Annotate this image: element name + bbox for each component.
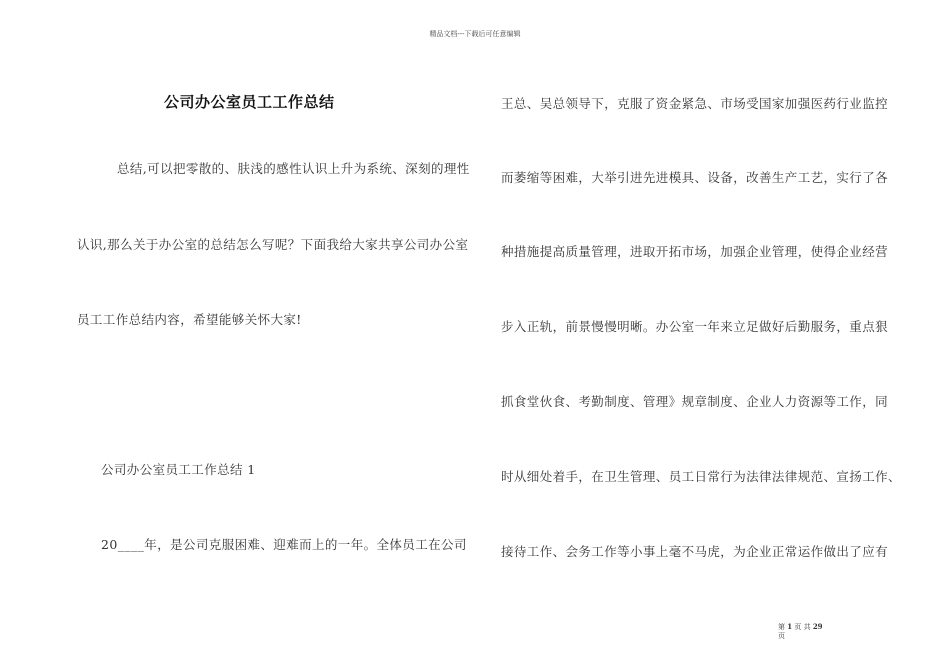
page-mid: 页 共 bbox=[794, 623, 811, 631]
page-total: 29 bbox=[812, 622, 823, 631]
page-number bbox=[778, 622, 823, 641]
page-suffix: 页 bbox=[778, 632, 785, 640]
right-line-5: 抓食堂伙食、考勤制度、管理》规章制度、企业人力资源等工作，同 bbox=[501, 394, 889, 409]
page-prefix: 第 bbox=[778, 623, 785, 631]
document-title: 公司办公室员工工作总结 bbox=[164, 93, 335, 111]
left-line-5: 20____年，是公司克服困难、迎难而上的一年。全体员工在公司 bbox=[101, 537, 467, 552]
left-line-2: 认识,那么关于办公室的总结怎么写呢？下面我给大家共享公司办公室 bbox=[77, 237, 469, 252]
right-line-4: 步入正轨，前景慢慢明晰。办公室一年来立足做好后勤服务，重点狠 bbox=[501, 319, 889, 334]
right-line-2: 而萎缩等困难，大举引进先进模具、设备，改善生产工艺，实行了各 bbox=[501, 170, 889, 185]
right-line-7: 接待工作、会务工作等小事上毫不马虎，为企业正常运作做出了应有 bbox=[501, 544, 889, 559]
section-heading: 公司办公室员工工作总结 1 bbox=[101, 462, 256, 477]
header-note: 精品文档---下载后可任意编辑 bbox=[429, 30, 521, 38]
right-line-1: 王总、吴总领导下，克服了资金紧急、市场受国家加强医药行业监控 bbox=[501, 96, 889, 111]
right-line-3: 种措施提高质量管理，进取开拓市场，加强企业管理，使得企业经营 bbox=[501, 244, 889, 259]
left-line-3: 员工工作总结内容，希望能够关怀大家! bbox=[77, 312, 302, 327]
right-line-6: 时从细处着手，在卫生管理、员工日常行为法律法律规范、宣扬工作、 bbox=[501, 469, 901, 484]
page-current: 1 bbox=[787, 622, 793, 631]
left-line-1: 总结,可以把零散的、肤浅的感性认识上升为系统、深刻的理性 bbox=[117, 161, 470, 176]
